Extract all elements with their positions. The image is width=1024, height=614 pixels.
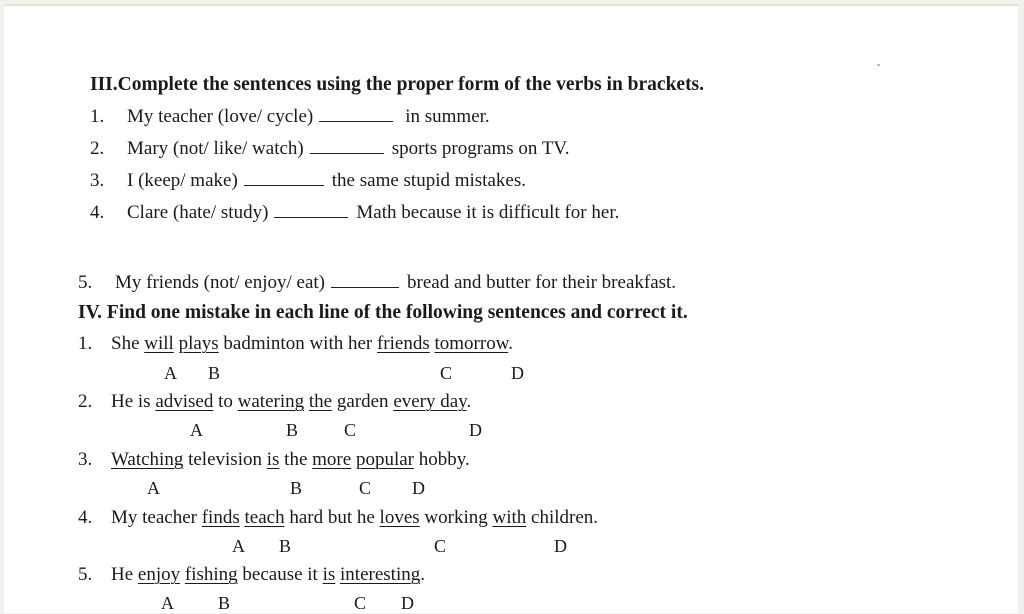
sentence-text: television: [183, 449, 267, 470]
item-number: 1.: [78, 333, 93, 354]
option-b-letter: B: [279, 536, 292, 556]
option-d-letter: D: [401, 593, 414, 613]
option-b-underline: teach: [244, 507, 285, 528]
part3-item-4: [90, 202, 619, 224]
sentence-text: My teacher: [111, 507, 202, 528]
option-b-letter: B: [286, 420, 299, 440]
option-a-underline: enjoy: [137, 564, 181, 585]
sentence-text: She: [111, 333, 145, 354]
part3-item-3: [90, 170, 526, 192]
part4-sentence-4: 4. My teacher finds teach hard but he loves working with children.: [78, 507, 599, 528]
option-c-underline: is: [322, 564, 336, 585]
option-b-underline: plays: [178, 333, 219, 354]
option-a-underline: finds: [201, 507, 240, 528]
option-c-underline: the: [308, 391, 333, 412]
part4-sentence-3: 3. Watching television is the more popular hobby.: [78, 449, 470, 470]
option-c-underline: more: [312, 449, 352, 470]
sentence-text: He is: [111, 391, 156, 412]
option-b-underline: fishing: [184, 564, 238, 585]
answer-blank[interactable]: [319, 107, 393, 122]
option-d-underline: every day: [393, 391, 467, 412]
option-c-underline: friends: [376, 333, 430, 354]
option-d-underline: popular: [355, 449, 414, 470]
part4-heading: IV. Find one mistake in each line of the following sentences and correct it.: [78, 302, 688, 323]
answer-blank[interactable]: [331, 273, 399, 288]
part4-sentence-1: 1. She will plays badminton with her friends tomorrow.: [78, 333, 513, 354]
answer-blank[interactable]: [274, 203, 348, 218]
item-number: 2.: [78, 391, 93, 412]
option-b-letter: B: [208, 363, 221, 383]
option-c-underline: loves: [379, 507, 420, 528]
part3-item-2: [90, 138, 569, 160]
item-prompt: Clare (hate/ study): [127, 202, 269, 223]
item-number: 2.: [90, 138, 105, 159]
option-d-underline: tomorrow: [434, 333, 509, 354]
option-b-underline: is: [266, 449, 280, 470]
option-a-letter: A: [232, 536, 245, 556]
item-rest: sports programs on TV.: [391, 138, 570, 159]
item-prompt: Mary (not/ like/ watch): [127, 138, 304, 159]
part3-item-1: [90, 106, 490, 128]
option-c-letter: C: [359, 478, 372, 498]
part4-sentence-5: 5. He enjoy fishing because it is interesting.: [78, 564, 425, 585]
item-number: 4.: [90, 202, 105, 223]
option-b-underline: watering: [237, 391, 305, 412]
item-rest: the same stupid mistakes.: [331, 170, 526, 191]
option-c-letter: C: [354, 593, 367, 613]
item-number: 5.: [78, 564, 93, 585]
item-prompt: My friends (not/ enjoy/ eat): [115, 272, 326, 293]
item-number: 1.: [90, 106, 105, 127]
option-d-underline: interesting: [340, 564, 421, 585]
answer-blank[interactable]: [310, 139, 384, 154]
scan-speck: [877, 64, 880, 66]
option-d-letter: D: [412, 478, 425, 498]
option-a-underline: will: [144, 333, 174, 354]
option-a-underline: Watching: [111, 449, 184, 470]
item-number: 5.: [78, 272, 93, 293]
option-c-letter: C: [434, 536, 447, 556]
item-rest: in summer.: [405, 106, 490, 127]
item-prompt: My teacher (love/ cycle): [127, 106, 314, 127]
option-a-letter: A: [147, 478, 160, 498]
option-a-letter: A: [161, 593, 174, 613]
item-rest: Math because it is difficult for her.: [356, 202, 620, 223]
part3-heading: III.Complete the sentences using the proper form of the verbs in brackets.: [90, 74, 705, 95]
option-a-underline: advised: [155, 391, 214, 412]
option-d-letter: D: [554, 536, 567, 556]
option-a-letter: A: [190, 420, 203, 440]
item-rest: bread and butter for their breakfast.: [407, 272, 677, 293]
part4-sentence-2: 2. He is advised to watering the garden every day.: [78, 391, 472, 412]
option-d-letter: D: [511, 363, 524, 383]
option-d-letter: D: [469, 420, 482, 440]
option-a-letter: A: [164, 363, 177, 383]
part3-item-5: [78, 272, 676, 294]
option-d-underline: with: [492, 507, 527, 528]
option-c-letter: C: [440, 363, 453, 383]
item-number: 3.: [78, 449, 93, 470]
item-number: 4.: [78, 507, 93, 528]
answer-blank[interactable]: [244, 171, 324, 186]
option-b-letter: B: [218, 593, 231, 613]
option-c-letter: C: [344, 420, 357, 440]
item-prompt: I (keep/ make): [127, 170, 238, 191]
sentence-text: He: [111, 564, 138, 585]
option-b-letter: B: [290, 478, 303, 498]
item-number: 3.: [90, 170, 105, 191]
worksheet-page: [4, 4, 1018, 613]
